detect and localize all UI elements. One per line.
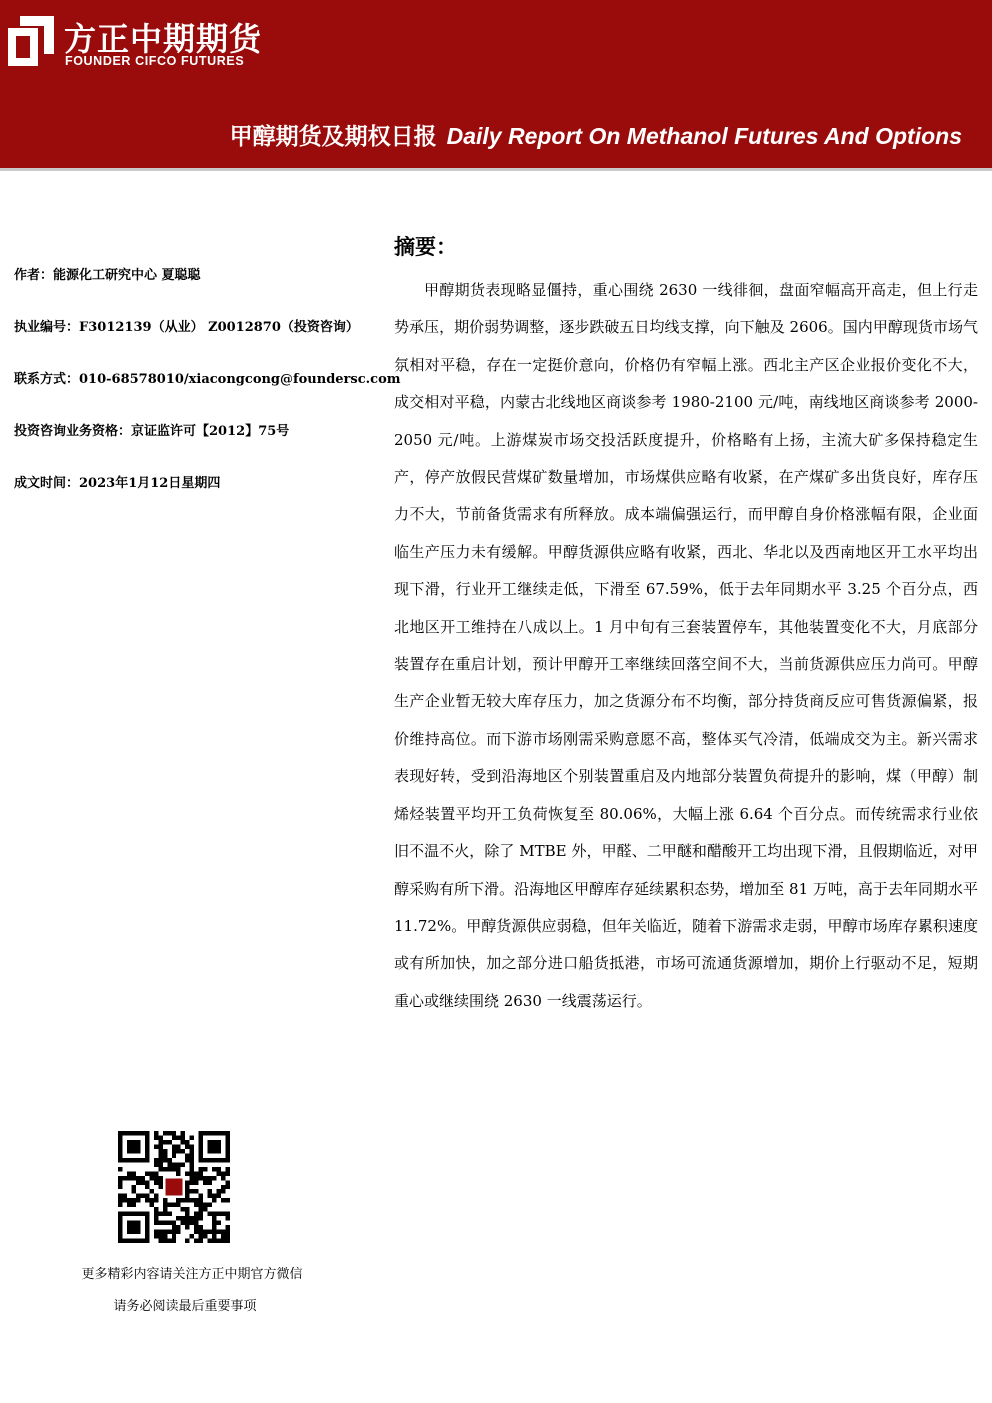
header-divider [0,168,992,171]
summary-section [394,232,978,1020]
logo-chinese-name: 方正中期期货 [64,20,263,58]
author-value: 能源化工研究中心 夏聪聪 [53,268,201,283]
wechat-caption: 更多精彩内容请关注方正中期官方微信 [81,1267,303,1282]
qualification-value: 京证监许可【2012】75号 [131,424,290,439]
contact-row [14,370,401,390]
report-title-english: Daily Report On Methanol Futures And Options [446,123,962,149]
report-header [0,0,992,168]
summary-title: 摘要： [394,235,457,259]
qr-code-icon [118,1131,230,1243]
logo-english-name: FOUNDER CIFCO FUTURES [65,54,245,68]
contact-label: 联系方式： [14,372,80,387]
author-row [14,266,384,286]
license-row [14,318,384,338]
report-title [230,118,962,151]
company-logo-mark-icon [6,14,56,68]
author-info [14,266,401,526]
qualification-row [14,422,384,442]
author-label: 作者： [14,268,54,283]
report-title-chinese: 甲醇期货及期权日报 [229,124,437,150]
qualification-label: 投资咨询业务资格： [14,424,132,439]
license-label: 执业编号： [14,320,80,335]
contact-value[interactable]: 010-68578010/xiacongcong@foundersc.com [79,372,401,387]
disclaimer-caption: 请务必阅读最后重要事项 [113,1299,257,1314]
license-value: F3012139（从业） Z0012870（投资咨询） [79,320,359,335]
summary-body: 甲醇期货表现略显僵持，重心围绕 2630 一线徘徊，盘面窄幅高开高走，但上行走势承压，期价弱势调整，逐步跌破五日均线支撑，向下触及 2606。国内甲醇现货市场气氛相对平稳，存在一定挺价意向，价格仍有窄幅上涨。西北主产区企业报价变化不大，成交相对平稳，内蒙古北线地区商谈参考 1980-2100 元/吨，南线地区商谈参考 2000-2050 元/吨。上游煤炭市场交投活跃度提升，价格略有上扬，主流大矿多保持稳定生产，停产放假民营煤矿数量增加，市场煤供应略有收紧，在产煤矿多出货良好，库存压力不大，节前备货需求有所释放。成本端偏强运行，而甲醇自身价格涨幅有限，企业面临生产压力未有缓解。甲醇货源供应略有收紧，西北、华北以及西南地区开工水平均出现下滑，行业开工继续走低，下滑至 67.59%，低于去年同期水平 3.25 个百分点，西北地区开工维持在八成以上。1 月中旬有三套装置停车，其他装置变化不大，月底部分装置存在重启计划，预计甲醇开工率继续回落空间不大，当前货源供应压力尚可。甲醇生产企业暂无较大库存压力，加之货源分布不均衡，部分持货商反应可售货源偏紧，报价维持高位。而下游市场刚需采购意愿不高，整体买气冷清，低端成交为主。新兴需求表现好转，受到沿海地区个别装置重启及内地部分装置负荷提升的影响，煤（甲醇）制烯烃装置平均开工负荷恢复至 80.06%，大幅上涨 6.64 个百分点。而传统需求行业依旧不温不火，除了 MTBE 外，甲醛、二甲醚和醋酸开工均出现下滑，且假期临近，对甲醇采购有所下滑。沿海地区甲醇库存延续累积态势，增加至 81 万吨，高于去年同期水平 11.72%。甲醇货源供应弱稳，但年关临近，随着下游需求走弱，甲醇市场库存累积速度或有所加快，加之部分进口船货抵港，市场可流通货源增加，期价上行驱动不足，短期重心或继续围绕 2630 一线震荡运行。 [394,281,978,1010]
date-value: 2023年1月12日星期四 [79,476,221,491]
date-label: 成文时间： [14,476,80,491]
company-logo [6,12,266,72]
date-row [14,474,384,494]
